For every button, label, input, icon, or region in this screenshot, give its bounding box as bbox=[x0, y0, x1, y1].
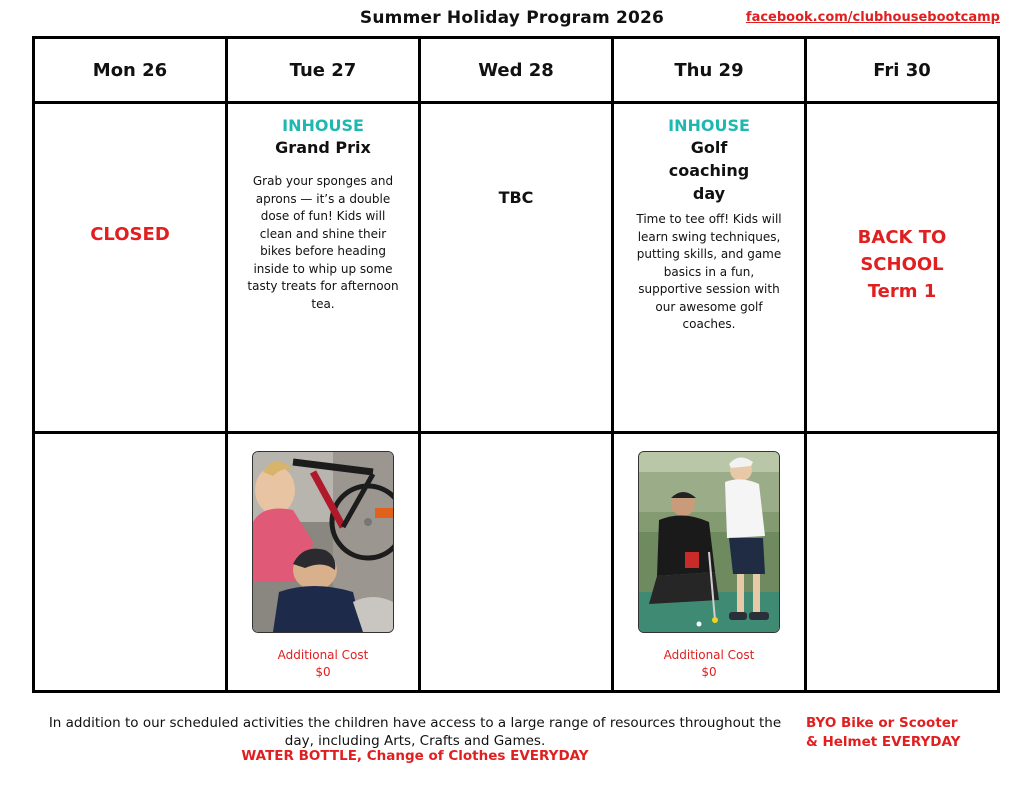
day-header-wed: Wed 28 bbox=[420, 38, 613, 103]
day-header-mon: Mon 26 bbox=[34, 38, 227, 103]
tbc-status: TBC bbox=[498, 188, 534, 207]
inhouse-tag: INHOUSE bbox=[668, 116, 750, 135]
byo-line: BYO Bike or Scooter bbox=[806, 715, 958, 731]
cost-value: $0 bbox=[315, 665, 331, 679]
activity-title: Grand Prix bbox=[275, 138, 371, 157]
image-cell-tue bbox=[227, 433, 420, 692]
cost-label: Additional Cost bbox=[277, 648, 369, 662]
image-cell-fri bbox=[806, 433, 999, 692]
closed-status: CLOSED bbox=[90, 224, 170, 245]
back-to-school-line: Term 1 bbox=[867, 281, 937, 302]
facebook-link[interactable]: facebook.com/clubhousebootcamp bbox=[745, 10, 1000, 25]
back-to-school-line: BACK TO bbox=[857, 227, 947, 248]
back-to-school-notice bbox=[807, 104, 997, 305]
byo-line: & Helmet EVERYDAY bbox=[806, 734, 961, 750]
activity-cell-thu bbox=[613, 103, 806, 433]
cost-label: Additional Cost bbox=[663, 648, 755, 662]
activity-row bbox=[34, 103, 999, 433]
day-header-thu: Thu 29 bbox=[613, 38, 806, 103]
cost-value: $0 bbox=[701, 665, 717, 679]
bike-cleaning-photo bbox=[252, 451, 394, 633]
page-title: Summer Holiday Program 2026 bbox=[359, 8, 665, 28]
activity-cell-tue bbox=[227, 103, 420, 433]
day-header-tue: Tue 27 bbox=[227, 38, 420, 103]
inhouse-tag: INHOUSE bbox=[282, 116, 364, 135]
program-table bbox=[32, 36, 1000, 693]
activity-description: Grab your sponges and aprons — it’s a double dose of fun! Kids will clean and shine their bikes before heading inside to whip up some tasty treats for afternoon tea. bbox=[247, 174, 399, 311]
back-to-school-line: SCHOOL bbox=[860, 254, 944, 275]
image-cell-thu bbox=[613, 433, 806, 692]
resources-note: In addition to our scheduled activities the children have access to a large range of resources throughout the day, including Arts, Crafts and Games. bbox=[48, 715, 782, 749]
daily-requirements-warning: WATER BOTTLE, Change of Clothes EVERYDAY bbox=[241, 748, 589, 764]
golf-coaching-photo bbox=[638, 451, 780, 633]
activity-cell-wed bbox=[420, 103, 613, 433]
activity-description: Time to tee off! Kids will learn swing techniques, putting skills, and game basics in a fun, supportive session with our awesome golf coaches. bbox=[636, 212, 782, 331]
image-cell-mon bbox=[34, 433, 227, 692]
activity-title: Golf coaching day bbox=[668, 138, 750, 203]
byo-notice bbox=[806, 714, 1006, 752]
image-row bbox=[34, 433, 999, 692]
additional-cost bbox=[228, 647, 418, 681]
additional-cost bbox=[614, 647, 804, 681]
activity-cell-fri bbox=[806, 103, 999, 433]
day-header-fri: Fri 30 bbox=[806, 38, 999, 103]
activity-cell-mon bbox=[34, 103, 227, 433]
image-cell-wed bbox=[420, 433, 613, 692]
day-header-row bbox=[34, 38, 999, 103]
